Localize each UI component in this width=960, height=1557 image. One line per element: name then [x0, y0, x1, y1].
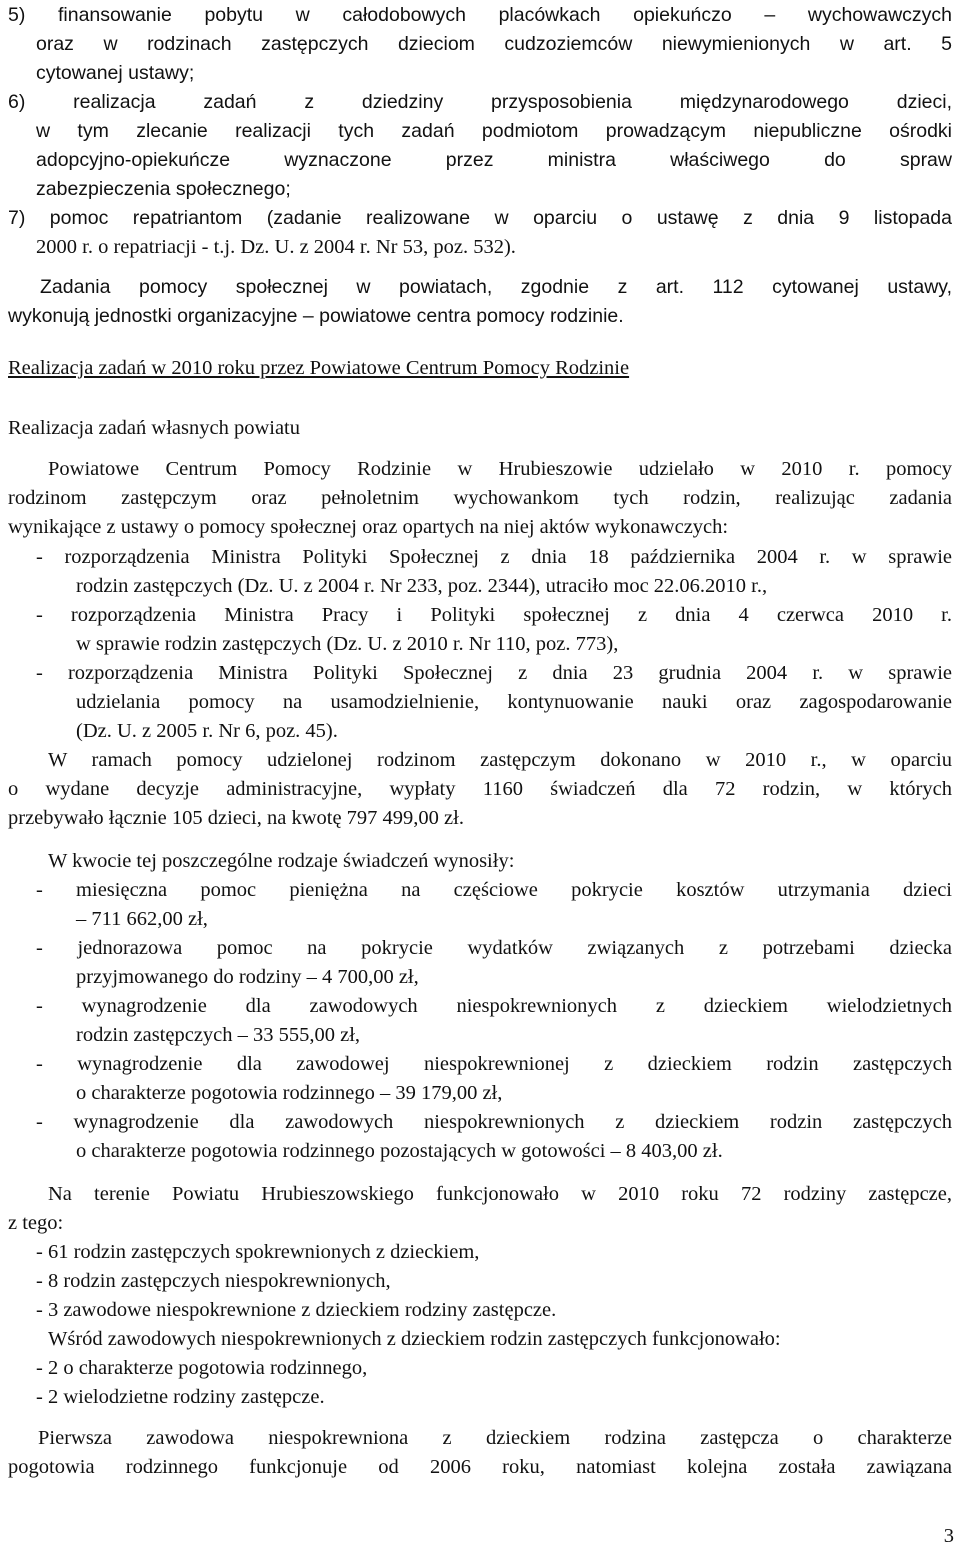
benefit-3-line-2: rodzin zastępczych – 33 555,00 zł, [76, 1024, 361, 1046]
para4-line-2: z tego: [8, 1212, 64, 1234]
list-item-7-line-2: 2000 r. o repatriacji - t.j. Dz. U. z 2004 r. Nr 53, poz. 532). [36, 236, 516, 258]
para2-line-2: o wydane decyzje administracyjne, wypłaty 1160 świadczeń dla 72 rodzin, w których [8, 778, 952, 800]
para1-line-1: Powiatowe Centrum Pomocy Rodzinie w Hrubieszowie udzielało w 2010 r. pomocy [48, 458, 952, 480]
list-item-5-line-3: cytowanej ustawy; [36, 62, 195, 84]
benefit-5-line-1: - wynagrodzenie dla zawodowych niespokrewnionych z dzieckiem rodzin zastępczych [36, 1111, 952, 1133]
regulation-2-line-1: - rozporządzenia Ministra Pracy i Polityki społecznej z dnia 4 czerwca 2010 r. [36, 604, 952, 626]
para6-line-1: Pierwsza zawodowa niespokrewniona z dzieckiem rodzina zastępcza o charakterze [38, 1427, 952, 1449]
professional-item-1: - 2 o charakterze pogotowia rodzinnego, [36, 1357, 368, 1379]
benefit-1-line-1: - miesięczna pomoc pieniężna na częściowe pokrycie kosztów utrzymania dzieci [36, 879, 952, 901]
family-item-3: - 3 zawodowe niespokrewnione z dzieckiem rodziny zastępcze. [36, 1299, 557, 1321]
regulation-3-line-1: - rozporządzenia Ministra Polityki Społecznej z dnia 23 grudnia 2004 r. w sprawie [36, 662, 952, 684]
intro-paragraph-line-2: wykonują jednostki organizacyjne – powiatowe centra pomocy rodzinie. [8, 305, 624, 327]
regulation-3-line-2: udzielania pomocy na usamodzielnienie, kontynuowanie nauki oraz zagospodarowanie [76, 691, 952, 713]
benefit-2-line-1: - jednorazowa pomoc na pokrycie wydatków związanych z potrzebami dziecka [36, 937, 952, 959]
para3-intro: W kwocie tej poszczególne rodzaje świadczeń wynosiły: [48, 850, 515, 872]
benefit-3-line-1: - wynagrodzenie dla zawodowych niespokrewnionych z dzieckiem wielodzietnych [36, 995, 952, 1017]
professional-item-2: - 2 wielodzietne rodziny zastępcze. [36, 1386, 325, 1408]
regulation-3-line-3: (Dz. U. z 2005 r. Nr 6, poz. 45). [76, 720, 338, 742]
page-number: 3 [943, 1525, 954, 1547]
section-heading: Realizacja zadań w 2010 roku przez Powiatowe Centrum Pomocy Rodzinie [8, 357, 630, 379]
para6-line-2: pogotowia rodzinnego funkcjonuje od 2006 roku, natomiast kolejna została zawiązana [8, 1456, 952, 1478]
family-item-2: - 8 rodzin zastępczych niespokrewnionych, [36, 1270, 391, 1292]
benefit-4-line-2: o charakterze pogotowia rodzinnego – 39 179,00 zł, [76, 1082, 503, 1104]
list-item-6-line-1: 6) realizacja zadań z dziedziny przysposobienia międzynarodowego dzieci, [8, 91, 952, 113]
para4-line-1: Na terenie Powiatu Hrubieszowskiego funkcjonowało w 2010 roku 72 rodziny zastępcze, [48, 1183, 952, 1205]
para1-line-3: wynikające z ustawy o pomocy społecznej oraz opartych na niej aktów wykonawczych: [8, 516, 729, 538]
family-item-1: - 61 rodzin zastępczych spokrewnionych z dzieckiem, [36, 1241, 480, 1263]
para5-intro: Wśród zawodowych niespokrewnionych z dzieckiem rodzin zastępczych funkcjonowało: [48, 1328, 781, 1350]
benefit-4-line-1: - wynagrodzenie dla zawodowej niespokrewnionej z dzieckiem rodzin zastępczych [36, 1053, 952, 1075]
list-item-7-line-1: 7) pomoc repatriantom (zadanie realizowane w oparciu o ustawę z dnia 9 listopada [8, 207, 952, 229]
subheading: Realizacja zadań własnych powiatu [8, 417, 300, 439]
list-item-6-line-3: adopcyjno-opiekuńcze wyznaczone przez ministra właściwego do spraw [36, 149, 952, 171]
list-item-6-line-4: zabezpieczenia społecznego; [36, 178, 291, 200]
benefit-5-line-2: o charakterze pogotowia rodzinnego pozostających w gotowości – 8 403,00 zł. [76, 1140, 723, 1162]
regulation-2-line-2: w sprawie rodzin zastępczych (Dz. U. z 2010 r. Nr 110, poz. 773), [76, 633, 619, 655]
para2-line-1: W ramach pomocy udzielonej rodzinom zastępczym dokonano w 2010 r., w oparciu [48, 749, 952, 771]
regulation-1-line-2: rodzin zastępczych (Dz. U. z 2004 r. Nr 233, poz. 2344), utraciło moc 22.06.2010 r., [76, 575, 768, 597]
para1-line-2: rodzinom zastępczym oraz pełnoletnim wychowankom tych rodzin, realizując zadania [8, 487, 952, 509]
intro-paragraph-line-1: Zadania pomocy społecznej w powiatach, zgodnie z art. 112 cytowanej ustawy, [40, 276, 952, 298]
list-item-5-line-1: 5) finansowanie pobytu w całodobowych placówkach opiekuńczo – wychowawczych [8, 4, 952, 26]
para2-line-3: przebywało łącznie 105 dzieci, na kwotę 797 499,00 zł. [8, 807, 464, 829]
regulation-1-line-1: - rozporządzenia Ministra Polityki Społecznej z dnia 18 października 2004 r. w sprawie [36, 546, 952, 568]
benefit-1-line-2: – 711 662,00 zł, [76, 908, 208, 930]
benefit-2-line-2: przyjmowanego do rodziny – 4 700,00 zł, [76, 966, 419, 988]
list-item-6-line-2: w tym zlecanie realizacji tych zadań podmiotom prowadzącym niepubliczne ośrodki [36, 120, 952, 142]
list-item-5-line-2: oraz w rodzinach zastępczych dzieciom cudzoziemców niewymienionych w art. 5 [36, 33, 952, 55]
